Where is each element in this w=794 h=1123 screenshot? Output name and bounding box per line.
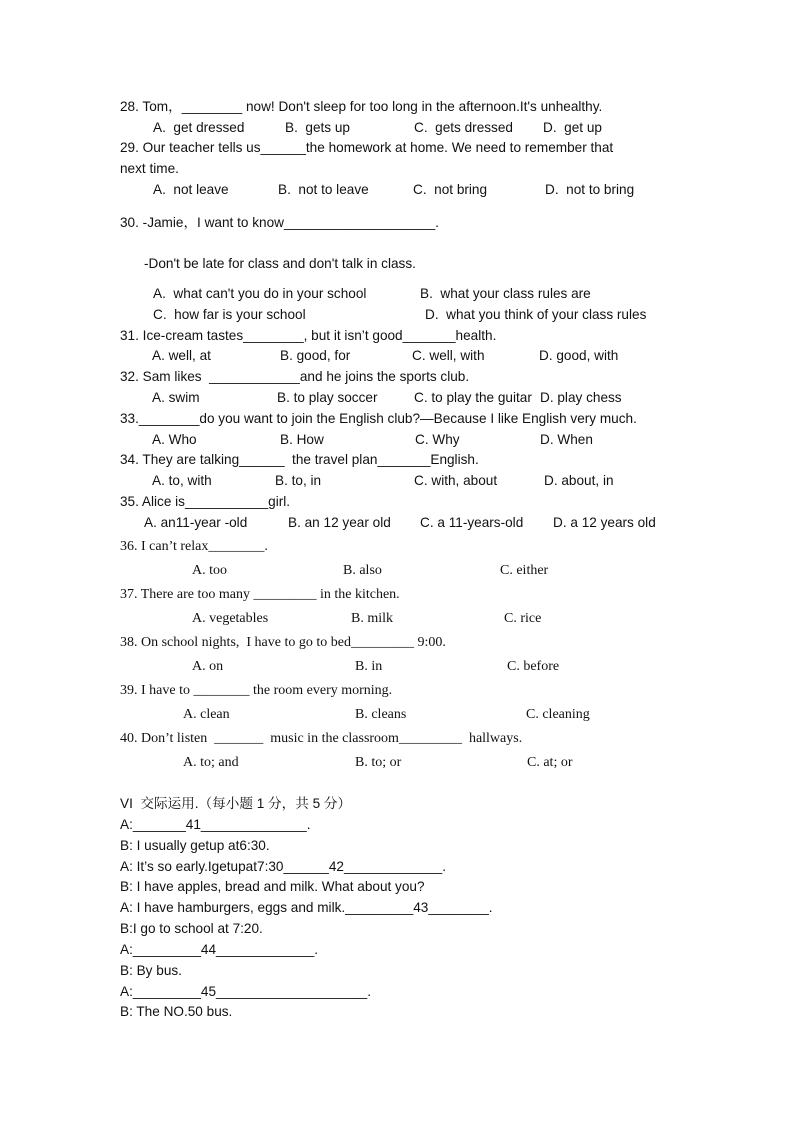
question-28-option-d: D. get up — [543, 120, 602, 135]
question-35-option-c: C. a 11-years-old — [420, 515, 524, 530]
dialogue-line: A:_________45____________________. — [120, 984, 371, 999]
question-29-stem-line2: next time. — [120, 161, 179, 176]
question-38-stem: 38. On school nights, I have to go to bed_________ 9:00. — [120, 635, 446, 650]
question-36-option-b: B. also — [343, 563, 382, 578]
question-29-stem-line1: 29. Our teacher tells us______the homework at home. We need to remember that — [120, 140, 614, 155]
question-35-option-b: B. an 12 year old — [288, 515, 391, 530]
question-28-option-b: B. gets up — [285, 120, 350, 135]
dialogue-line: A: It’s so early.Igetupat7:30______42_____________. — [120, 859, 447, 874]
question-34-option-d: D. about, in — [544, 473, 614, 488]
question-36-option-c: C. either — [500, 563, 549, 578]
dialogue-line: B: By bus. — [120, 963, 182, 978]
question-40-stem: 40. Don’t listen _______ music in the classroom_________ hallways. — [120, 731, 523, 746]
question-35-stem: 35. Alice is___________girl. — [120, 494, 291, 509]
question-37-option-c: C. rice — [504, 611, 542, 626]
question-36-stem: 36. I can’t relax________. — [120, 539, 268, 554]
question-40-option-c: C. at; or — [527, 755, 573, 770]
question-33-option-c: C. Why — [415, 432, 460, 447]
dialogue-line: B: The NO.50 bus. — [120, 1004, 233, 1019]
question-30-option-a: A. what can't you do in your school — [153, 286, 367, 301]
dialogue-line: A:_______41______________. — [120, 817, 311, 832]
question-37-stem: 37. There are too many _________ in the kitchen. — [120, 587, 400, 602]
question-36-option-a: A. too — [192, 563, 227, 578]
question-32-option-b: B. to play soccer — [277, 390, 378, 405]
question-39-option-c: C. cleaning — [526, 707, 590, 722]
question-28-option-c: C. gets dressed — [414, 120, 513, 135]
question-37-option-a: A. vegetables — [192, 611, 269, 626]
question-33-option-d: D. When — [540, 432, 593, 447]
question-33-option-b: B. How — [280, 432, 324, 447]
question-31-option-a: A. well, at — [152, 348, 211, 363]
question-29-option-b: B. not to leave — [278, 182, 369, 197]
question-30-stem: 30. -Jamie，I want to know____________________. — [120, 215, 439, 230]
question-32-stem: 32. Sam likes ____________and he joins the sports club. — [120, 369, 470, 384]
question-35-option-d: D. a 12 years old — [553, 515, 656, 530]
question-29-option-c: C. not bring — [413, 182, 488, 197]
section-heading: VI 交际运用.（每小题 1 分，共 5 分） — [120, 796, 352, 811]
question-34-option-a: A. to, with — [152, 473, 212, 488]
question-38-option-b: B. in — [355, 659, 383, 674]
question-30-option-b: B. what your class rules are — [420, 286, 591, 301]
question-34-stem: 34. They are talking______ the travel plan_______English. — [120, 452, 479, 467]
question-38-option-a: A. on — [192, 659, 224, 674]
question-31-option-d: D. good, with — [539, 348, 619, 363]
question-29-option-d: D. not to bring — [545, 182, 635, 197]
question-30-option-d: D. what you think of your class rules — [425, 307, 647, 322]
question-30-option-c: C. how far is your school — [153, 307, 306, 322]
question-32-option-c: C. to play the guitar — [414, 390, 532, 405]
question-32-option-a: A. swim — [152, 390, 200, 405]
question-31-option-c: C. well, with — [412, 348, 485, 363]
question-37-option-b: B. milk — [351, 611, 394, 626]
question-40-option-b: B. to; or — [355, 755, 402, 770]
question-35-option-a: A. an11-year -old — [144, 515, 248, 530]
question-34-option-b: B. to, in — [275, 473, 322, 488]
dialogue-line: B: I usually getup at6:30. — [120, 838, 270, 853]
question-39-stem: 39. I have to ________ the room every morning. — [120, 683, 393, 698]
question-40-option-a: A. to; and — [183, 755, 239, 770]
dialogue-line: B: I have apples, bread and milk. What about you? — [120, 879, 425, 894]
question-28-stem: 28. Tom，________ now! Don't sleep for too long in the afternoon.It's unhealthy. — [120, 99, 603, 114]
question-33-stem: 33.________do you want to join the English club?—Because I like English very much. — [120, 411, 637, 426]
question-29-option-a: A. not leave — [153, 182, 229, 197]
question-39-option-a: A. clean — [183, 707, 230, 722]
question-38-option-c: C. before — [507, 659, 560, 674]
question-33-option-a: A. Who — [152, 432, 197, 447]
question-32-option-d: D. play chess — [540, 390, 622, 405]
question-30-answer-line: -Don't be late for class and don't talk in class. — [144, 256, 416, 271]
dialogue-line: A: I have hamburgers, eggs and milk._________43________. — [120, 900, 493, 915]
question-34-option-c: C. with, about — [414, 473, 498, 488]
question-31-stem: 31. Ice-cream tastes________, but it isn’t good_______health. — [120, 328, 497, 343]
question-31-option-b: B. good, for — [280, 348, 351, 363]
question-39-option-b: B. cleans — [355, 707, 407, 722]
dialogue-line: B:I go to school at 7:20. — [120, 921, 263, 936]
question-28-option-a: A. get dressed — [153, 120, 245, 135]
dialogue-line: A:_________44_____________. — [120, 942, 319, 957]
